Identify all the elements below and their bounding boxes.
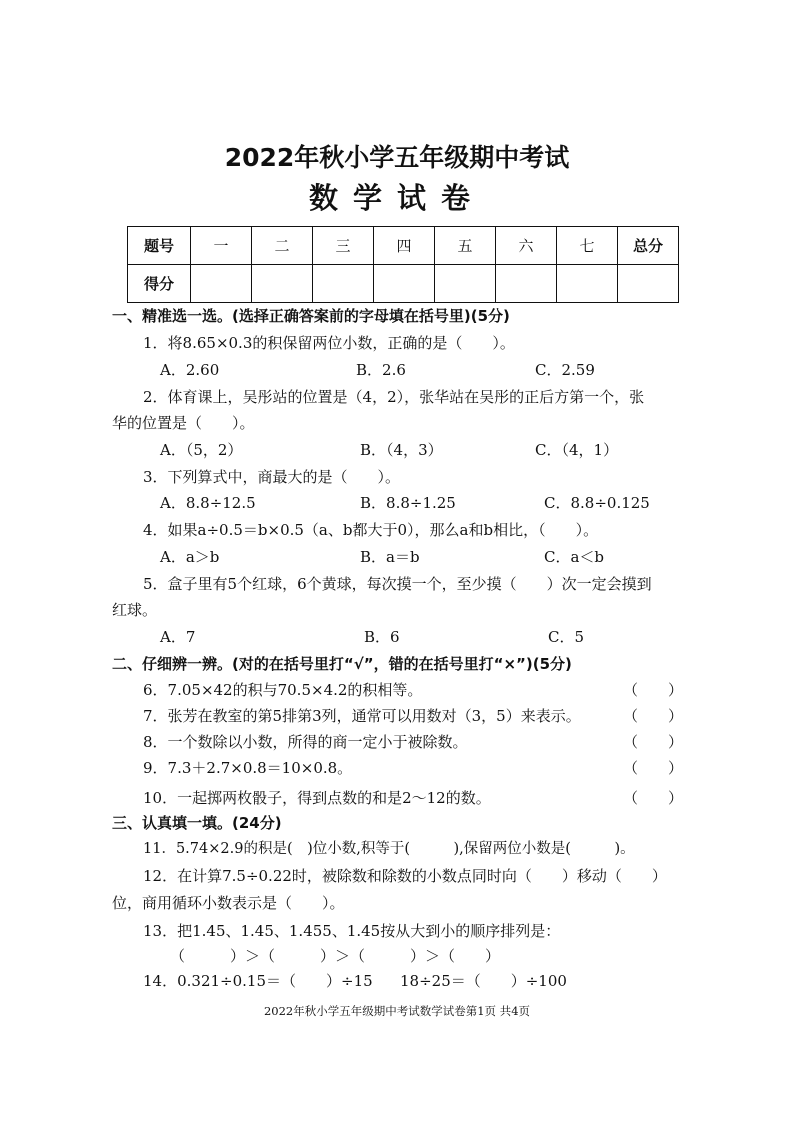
score-table: [127, 226, 679, 303]
question-2-stem-cont: 华的位置是（ ）。: [112, 414, 255, 432]
score-cell: 题号: [128, 227, 191, 265]
answer-paren[interactable]: （ ）: [623, 681, 684, 699]
question-5-stem: 5．盒子里有5个红球，6个黄球，每次摸一个，至少摸（ ）次一定会摸到: [143, 575, 652, 593]
judge-item-10: 10．一起掷两枚骰子，得到点数的和是2～12的数。: [143, 789, 491, 807]
judge-item-8: 8．一个数除以小数，所得的商一定小于被除数。: [143, 733, 468, 751]
score-cell: 得分: [128, 265, 191, 303]
question-14-part-a: 14．0.321÷0.15＝（ ）÷15: [143, 972, 373, 990]
answer-paren[interactable]: （ ）: [623, 733, 684, 751]
section-1-title: 一、精准选一选。(选择正确答案前的字母填在括号里)(5分): [112, 307, 510, 325]
score-cell: 六: [496, 227, 557, 265]
section-2-title: 二、仔细辨一辨。(对的在括号里打“√”，错的在括号里打“×”)(5分): [112, 655, 572, 673]
question-14-part-b: 18÷25＝（ ）÷100: [400, 972, 567, 990]
score-input-cell[interactable]: [252, 265, 313, 303]
question-5-stem-cont: 红球。: [112, 601, 158, 619]
score-cell: 二: [252, 227, 313, 265]
score-cell: 三: [313, 227, 374, 265]
score-input-cell[interactable]: [313, 265, 374, 303]
score-cell: 总分: [618, 227, 679, 265]
score-table-score-row: [128, 265, 679, 303]
score-input-cell[interactable]: [496, 265, 557, 303]
exam-title: 2022年秋小学五年级期中考试: [224, 143, 570, 172]
q4-option-a[interactable]: A．a＞b: [160, 548, 220, 566]
score-cell: 七: [557, 227, 618, 265]
exam-subtitle: 数学试卷: [308, 181, 485, 215]
score-input-cell[interactable]: [374, 265, 435, 303]
q5-option-a[interactable]: A．7: [160, 628, 196, 646]
q2-option-c[interactable]: C．（4，1）: [535, 441, 619, 459]
judge-item-9: 9．7.3＋2.7×0.8＝10×0.8。: [143, 759, 353, 777]
question-11: 11．5.74×2.9的积是( )位小数,积等于( ),保留两位小数是( )。: [143, 841, 635, 857]
score-input-cell[interactable]: [191, 265, 252, 303]
q2-option-b[interactable]: B．（4，3）: [360, 441, 443, 459]
q4-option-c[interactable]: C．a＜b: [544, 548, 605, 566]
question-12-cont: 位，商用循环小数表示是（ ）。: [112, 894, 345, 912]
answer-paren[interactable]: （ ）: [623, 759, 684, 777]
score-input-cell[interactable]: [435, 265, 496, 303]
question-4-stem: 4．如果a÷0.5＝b×0.5（a、b都大于0），那么a和b相比，（ ）。: [143, 521, 599, 539]
q5-option-b[interactable]: B．6: [364, 628, 400, 646]
score-table-header-row: [128, 227, 679, 265]
answer-paren[interactable]: （ ）: [623, 789, 684, 807]
score-cell: 四: [374, 227, 435, 265]
judge-item-6: 6．7.05×42的积与70.5×4.2的积相等。: [143, 681, 423, 699]
q4-option-b[interactable]: B．a＝b: [360, 548, 420, 566]
question-1-stem: 1．将8.65×0.3的积保留两位小数，正确的是（ ）。: [143, 334, 515, 352]
question-13: 13．把1.45、1.45、1.455、1.45按从大到小的顺序排列是：: [143, 922, 561, 940]
question-2-stem: 2．体育课上，吴彤站的位置是（4，2），张华站在吴彤的正后方第一个，张: [143, 388, 645, 406]
page-footer: 2022年秋小学五年级期中考试数学试卷第1页 共4页: [263, 1004, 531, 1018]
q3-option-a[interactable]: A．8.8÷12.5: [160, 494, 256, 512]
answer-paren[interactable]: （ ）: [623, 707, 684, 725]
score-cell: 五: [435, 227, 496, 265]
q3-option-b[interactable]: B．8.8÷1.25: [360, 494, 456, 512]
section-3-title: 三、认真填一填。(24分): [112, 814, 282, 832]
q1-option-c[interactable]: C．2.59: [535, 361, 595, 379]
q2-option-a[interactable]: A．（5，2）: [160, 441, 243, 459]
judge-item-7: 7．张芳在教室的第5排第3列，通常可以用数对（3，5）来表示。: [143, 707, 581, 725]
score-input-cell[interactable]: [557, 265, 618, 303]
q3-option-c[interactable]: C．8.8÷0.125: [544, 494, 650, 512]
score-input-cell[interactable]: [618, 265, 679, 303]
question-12: 12．在计算7.5÷0.22时，被除数和除数的小数点同时向（ ）移动（ ）: [143, 867, 667, 885]
q1-option-b[interactable]: B．2.6: [356, 361, 406, 379]
q1-option-a[interactable]: A．2.60: [160, 361, 220, 379]
score-cell: 一: [191, 227, 252, 265]
question-13-blanks: （ ）＞（ ）＞（ ）＞（ ）: [170, 947, 501, 965]
question-3-stem: 3．下列算式中，商最大的是（ ）。: [143, 468, 401, 486]
q5-option-c[interactable]: C．5: [548, 628, 585, 646]
